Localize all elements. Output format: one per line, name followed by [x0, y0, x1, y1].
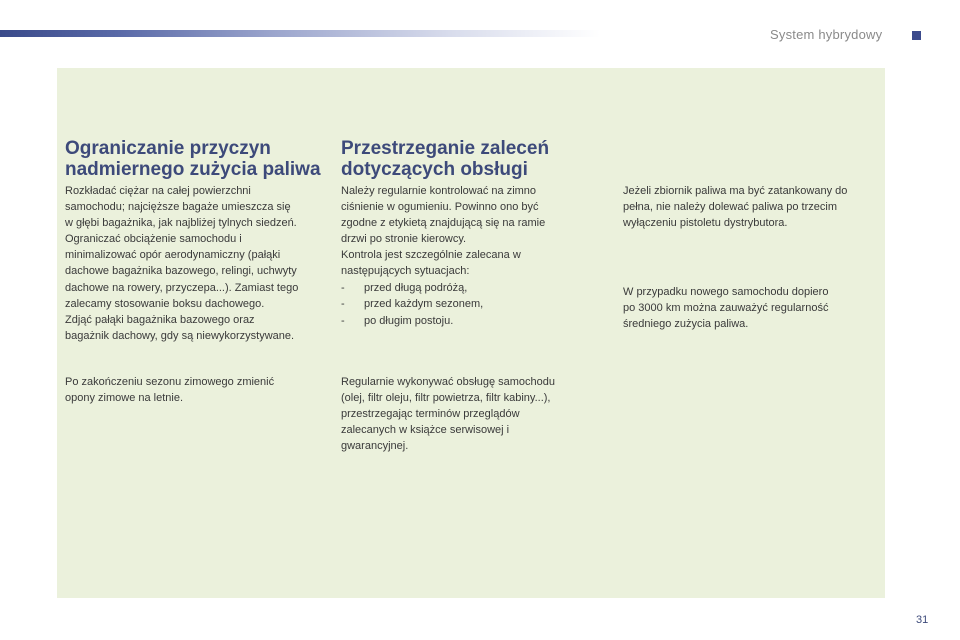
text-line: samochodu; najcięższe bagaże umieszcza się: [65, 201, 291, 214]
heading-line: Ograniczanie przyczyn: [65, 138, 271, 159]
text-line: przestrzegając terminów przeglądów: [341, 408, 520, 421]
text-line: następujących sytuacjach:: [341, 265, 470, 278]
text-line: zalecamy stosowanie boksu dachowego.: [65, 297, 265, 310]
paragraph-refuelling: [623, 183, 847, 231]
text-line: Kontrola jest szczególnie zalecana w: [341, 249, 521, 262]
text-line: gwarancyjnej.: [341, 440, 409, 453]
text-line: zgodne z etykietą znajdującą się na ramie: [341, 217, 546, 230]
text-line: (olej, filtr oleju, filtr powietrza, filtr kabiny...),: [341, 392, 551, 405]
heading-service-recommendations: [341, 138, 611, 180]
text-line: drzwi po stronie kierowcy.: [341, 233, 467, 246]
text-line: po 3000 km można zauważyć regularność: [623, 302, 829, 315]
text-line: Regularnie wykonywać obsługę samochodu: [341, 376, 556, 388]
text-line: zalecanych w książce serwisowej i: [341, 424, 510, 437]
paragraph-winter-tyres: [65, 374, 274, 406]
text-line: W przypadku nowego samochodu dopiero: [623, 286, 829, 298]
situations-list: [341, 280, 483, 329]
section-title: System hybrydowy: [770, 27, 883, 42]
heading-line: nadmiernego zużycia paliwa: [65, 159, 321, 180]
text-line: w głębi bagażnika, jak najbliżej tylnych siedzeń.: [65, 217, 297, 230]
text-line: Należy regularnie kontrolować na zimno: [341, 185, 537, 197]
section-marker-icon: [912, 31, 921, 40]
text-line: bagażnik dachowy, gdy są niewykorzystywane.: [65, 329, 295, 342]
page-number: 31: [916, 614, 929, 626]
list-item: - przed każdym sezonem,: [341, 296, 483, 312]
text-line: dachowe na rowery, przyczepa...). Zamiast tego: [65, 281, 299, 294]
text-line: Po zakończeniu sezonu zimowego zmienić: [65, 376, 275, 388]
paragraph-new-vehicle: [623, 284, 828, 332]
text-line: średniego zużycia paliwa.: [623, 318, 749, 331]
text-line: Ograniczać obciążenie samochodu i: [65, 233, 242, 246]
text-line: Jeżeli zbiornik paliwa ma być zatankowany do: [623, 185, 848, 197]
text-line: wyłączeniu pistoletu dystrybutora.: [623, 217, 788, 230]
text-line: opony zimowe na letnie.: [65, 392, 184, 405]
heading-line: dotyczących obsługi: [341, 159, 528, 180]
text-line: dachowe bagażnika bazowego, relingi, uchwyty: [65, 265, 297, 278]
paragraph-load-distribution: [65, 183, 298, 344]
paragraph-tyre-pressure: [341, 183, 545, 280]
text-line: Zdjąć pałąki bagażnika bazowego oraz: [65, 313, 255, 326]
paragraph-regular-service: [341, 374, 555, 454]
text-line: ciśnienie w ogumieniu. Powinno ono być: [341, 201, 539, 214]
text-line: minimalizować opór aerodynamiczny (pałąki: [65, 249, 281, 262]
heading-line: Przestrzeganie zaleceń: [341, 138, 550, 159]
heading-fuel-consumption: [65, 138, 335, 180]
list-item: - po długim postoju.: [341, 313, 483, 329]
text-line: Rozkładać ciężar na całej powierzchni: [65, 185, 251, 197]
header-decorative-stripe: [0, 30, 600, 37]
list-item: - przed długą podróżą,: [341, 280, 483, 296]
text-line: pełna, nie należy dolewać paliwa po trzecim: [623, 201, 838, 214]
